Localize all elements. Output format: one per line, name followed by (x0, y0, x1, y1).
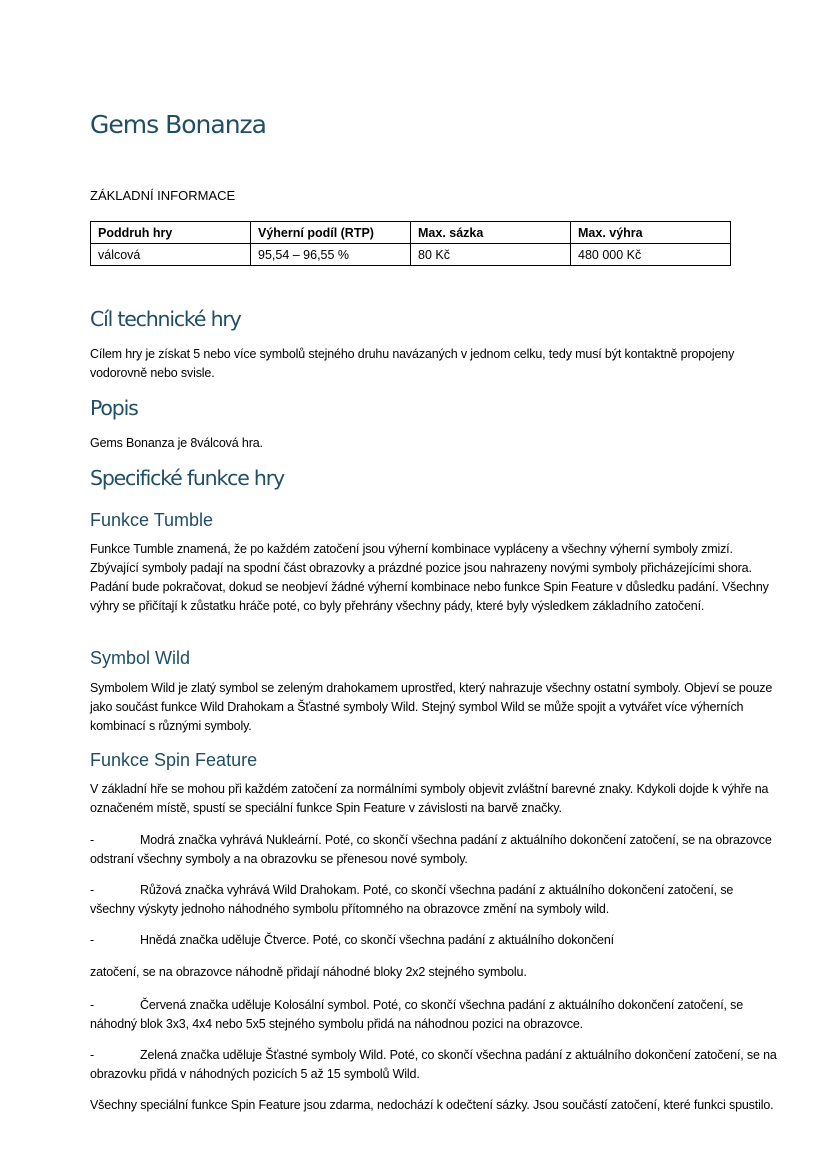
bullet-item (90, 996, 780, 1034)
bullet-continuation: zatočení, se na obrazovce náhodně přidají náhodné bloky 2x2 stejného symbolu. (90, 965, 527, 979)
table-cell: válcová (91, 244, 251, 266)
basic-info-label: ZÁKLADNÍ INFORMACE (90, 188, 236, 203)
bullet-marker: - (90, 998, 95, 1012)
heading-spin-feature: Funkce Spin Feature (90, 750, 258, 770)
bullet-text: Hnědá značka uděluje Čtverce. Poté, co skončí všechna padání z aktuálního dokončení (140, 933, 614, 947)
wild-text: Symbolem Wild je zlatý symbol se zeleným drahokamem uprostřed, který nahrazuje všechny ostatní symboly. Objeví se pouze jako součást funkce Wild Drahokam a Šťastné symboly Wild. Stejný symbol Wild se může spojit a vytvářet více výherních kombinací s různými symboly. (90, 681, 773, 733)
bullet-marker: - (90, 833, 95, 847)
heading-description: Popis (90, 396, 138, 420)
info-table (90, 221, 731, 266)
bullet-marker: - (90, 933, 95, 947)
table-header: Výherní podíl (RTP) (251, 222, 411, 244)
spin-feature-intro: V základní hře se mohou při každém zatočení za normálními symboly objevit zvláštní barevné znaky. Kdykoli dojde k výhře na označeném místě, spustí se speciální funkce Spin Feature v závislosti na barvě značky. (90, 782, 769, 815)
table-cell: 80 Kč (411, 244, 571, 266)
page-title: Gems Bonanza (90, 110, 266, 139)
table-row (91, 244, 731, 266)
table-cell: 95,54 – 96,55 % (251, 244, 411, 266)
heading-specific-features: Specifické funkce hry (90, 466, 284, 490)
description-text: Gems Bonanza je 8válcová hra. (90, 436, 263, 450)
bullet-item (90, 1046, 780, 1084)
bullet-text: Červená značka uděluje Kolosální symbol. Poté, co skončí všechna padání z aktuálního dokončení zatočení, se náhodný blok 3x3, 4x4 nebo 5x5 stejného symbolu přidá na náhodnou pozici na obrazovce. (90, 998, 744, 1031)
bullet-item (90, 931, 780, 950)
heading-goal: Cíl technické hry (90, 307, 241, 331)
bullet-item (90, 881, 780, 919)
table-header: Max. výhra (571, 222, 731, 244)
table-header: Max. sázka (411, 222, 571, 244)
spin-feature-outro: Všechny speciální funkce Spin Feature jsou zdarma, nedochází k odečtení sázky. Jsou součástí zatočení, které funkci spustilo. (90, 1098, 774, 1112)
heading-wild: Symbol Wild (90, 648, 191, 668)
table-header-row (91, 222, 731, 244)
heading-tumble: Funkce Tumble (90, 510, 214, 530)
bullet-item (90, 831, 780, 869)
tumble-text: Funkce Tumble znamená, že po každém zatočení jsou výherní kombinace vypláceny a všechny výherní symboly zmizí. Zbývající symboly padají na spodní část obrazovky a prázdné pozice jsou nahrazeny novými symboly přicházejícími shora. Padání bude pokračovat, dokud se neobjeví žádné výherní kombinace nebo funkce Spin Feature v důsledku padání. Všechny výhry se přičítají k zůstatku hráče poté, co byly přehrány všechny pády, které byly výsledkem základního zatočení. (90, 542, 769, 613)
bullet-text: Zelená značka uděluje Šťastné symboly Wild. Poté, co skončí všechna padání z aktuálního dokončení zatočení, se na obrazovku přidá v náhodných pozicích 5 až 15 symbolů Wild. (90, 1048, 777, 1081)
bullet-marker: - (90, 883, 95, 897)
bullet-marker: - (90, 1048, 95, 1062)
bullet-text: Růžová značka vyhrává Wild Drahokam. Poté, co skončí všechna padání z aktuálního dokončení zatočení, se všechny výskyty jednoho náhodného symbolu přítomného na obrazovce změní na symboly wild. (90, 883, 734, 916)
table-cell: 480 000 Kč (571, 244, 731, 266)
bullet-text: Modrá značka vyhrává Nukleární. Poté, co skončí všechna padání z aktuálního dokončení zatočení, se na obrazovce odstraní všechny symboly a na obrazovku se přenesou nové symboly. (90, 833, 772, 866)
table-header: Poddruh hry (91, 222, 251, 244)
goal-text: Cílem hry je získat 5 nebo více symbolů stejného druhu navázaných v jednom celku, tedy musí být kontaktně propojeny vodorovně nebo svisle. (90, 347, 735, 380)
